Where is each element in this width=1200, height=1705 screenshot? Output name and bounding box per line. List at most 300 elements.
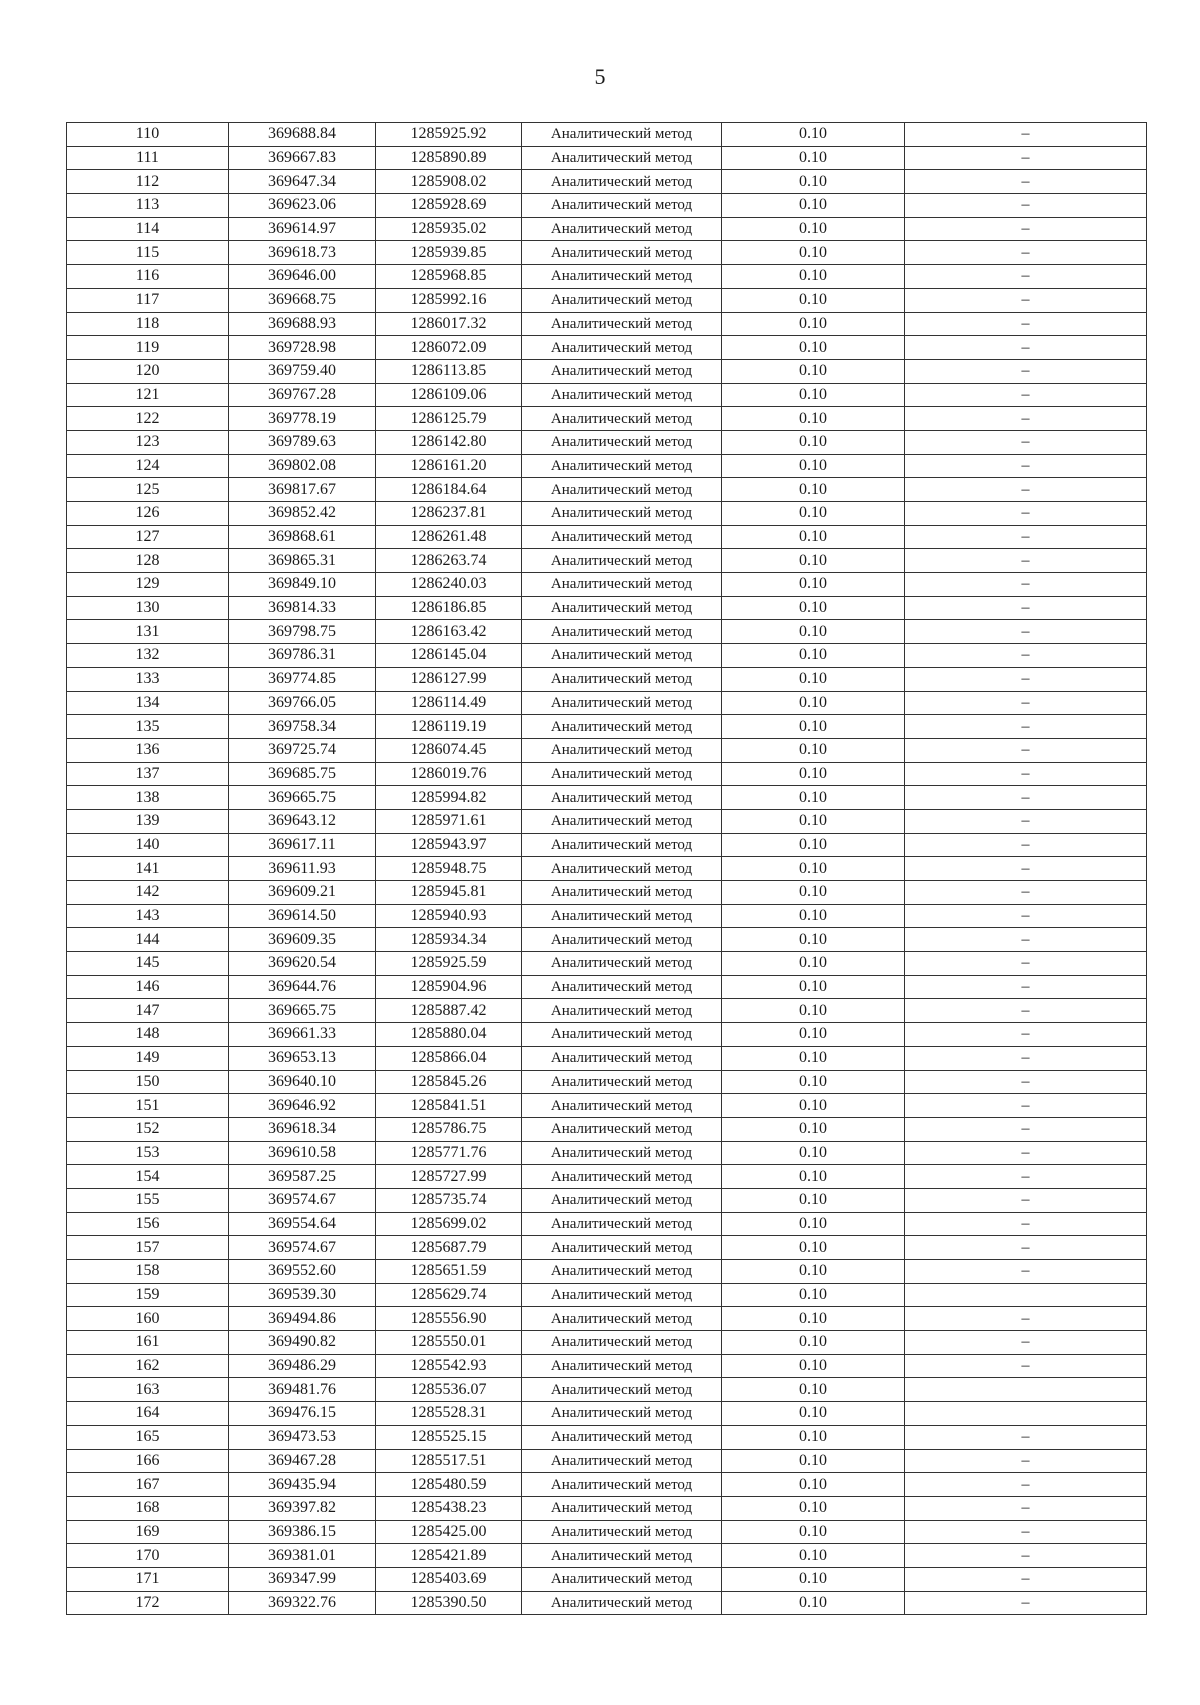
point-number-cell: 153 [67, 1141, 229, 1165]
table-row [67, 1307, 1147, 1331]
note-cell: – [905, 336, 1147, 360]
x-coordinate-cell: 369490.82 [229, 1331, 376, 1355]
note-cell: – [905, 1520, 1147, 1544]
x-coordinate-cell: 369774.85 [229, 667, 376, 691]
y-coordinate-cell: 1286127.99 [376, 667, 522, 691]
accuracy-cell: 0.10 [722, 1473, 905, 1497]
x-coordinate-cell: 369620.54 [229, 952, 376, 976]
accuracy-cell: 0.10 [722, 1165, 905, 1189]
accuracy-cell: 0.10 [722, 336, 905, 360]
note-cell: – [905, 1141, 1147, 1165]
method-cell: Аналитический метод [522, 194, 722, 218]
method-cell: Аналитический метод [522, 999, 722, 1023]
accuracy-cell: 0.10 [722, 1449, 905, 1473]
method-cell: Аналитический метод [522, 620, 722, 644]
x-coordinate-cell: 369758.34 [229, 715, 376, 739]
point-number-cell: 135 [67, 715, 229, 739]
table-row [67, 454, 1147, 478]
y-coordinate-cell: 1286119.19 [376, 715, 522, 739]
y-coordinate-cell: 1285935.02 [376, 217, 522, 241]
method-cell: Аналитический метод [522, 1354, 722, 1378]
accuracy-cell: 0.10 [722, 525, 905, 549]
x-coordinate-cell: 369668.75 [229, 288, 376, 312]
note-cell: – [905, 312, 1147, 336]
y-coordinate-cell: 1285940.93 [376, 904, 522, 928]
note-cell [905, 1378, 1147, 1402]
note-cell: – [905, 1425, 1147, 1449]
point-number-cell: 169 [67, 1520, 229, 1544]
note-cell: – [905, 217, 1147, 241]
method-cell: Аналитический метод [522, 691, 722, 715]
accuracy-cell: 0.10 [722, 549, 905, 573]
method-cell: Аналитический метод [522, 1331, 722, 1355]
note-cell: – [905, 1070, 1147, 1094]
note-cell: – [905, 1544, 1147, 1568]
x-coordinate-cell: 369473.53 [229, 1425, 376, 1449]
table-row [67, 1094, 1147, 1118]
accuracy-cell: 0.10 [722, 1331, 905, 1355]
table-row [67, 715, 1147, 739]
point-number-cell: 138 [67, 786, 229, 810]
x-coordinate-cell: 369802.08 [229, 454, 376, 478]
table-row [67, 1520, 1147, 1544]
accuracy-cell: 0.10 [722, 123, 905, 147]
table-row [67, 857, 1147, 881]
note-cell: – [905, 1117, 1147, 1141]
y-coordinate-cell: 1286261.48 [376, 525, 522, 549]
accuracy-cell: 0.10 [722, 738, 905, 762]
y-coordinate-cell: 1285727.99 [376, 1165, 522, 1189]
table-row [67, 1449, 1147, 1473]
method-cell: Аналитический метод [522, 1141, 722, 1165]
note-cell [905, 1283, 1147, 1307]
accuracy-cell: 0.10 [722, 833, 905, 857]
y-coordinate-cell: 1285480.59 [376, 1473, 522, 1497]
note-cell: – [905, 620, 1147, 644]
x-coordinate-cell: 369767.28 [229, 383, 376, 407]
y-coordinate-cell: 1286263.74 [376, 549, 522, 573]
note-cell: – [905, 1260, 1147, 1284]
note-cell: – [905, 407, 1147, 431]
y-coordinate-cell: 1285928.69 [376, 194, 522, 218]
note-cell: – [905, 715, 1147, 739]
y-coordinate-cell: 1285939.85 [376, 241, 522, 265]
x-coordinate-cell: 369778.19 [229, 407, 376, 431]
accuracy-cell: 0.10 [722, 359, 905, 383]
accuracy-cell: 0.10 [722, 1591, 905, 1615]
table-row [67, 265, 1147, 289]
y-coordinate-cell: 1286161.20 [376, 454, 522, 478]
method-cell: Аналитический метод [522, 1260, 722, 1284]
table-row [67, 1188, 1147, 1212]
x-coordinate-cell: 369852.42 [229, 502, 376, 526]
note-cell: – [905, 1449, 1147, 1473]
y-coordinate-cell: 1285880.04 [376, 1023, 522, 1047]
accuracy-cell: 0.10 [722, 407, 905, 431]
x-coordinate-cell: 369728.98 [229, 336, 376, 360]
accuracy-cell: 0.10 [722, 430, 905, 454]
note-cell: – [905, 762, 1147, 786]
point-number-cell: 137 [67, 762, 229, 786]
note-cell: – [905, 667, 1147, 691]
y-coordinate-cell: 1285866.04 [376, 1046, 522, 1070]
table-row [67, 502, 1147, 526]
y-coordinate-cell: 1285390.50 [376, 1591, 522, 1615]
point-number-cell: 148 [67, 1023, 229, 1047]
point-number-cell: 160 [67, 1307, 229, 1331]
accuracy-cell: 0.10 [722, 620, 905, 644]
accuracy-cell: 0.10 [722, 312, 905, 336]
accuracy-cell: 0.10 [722, 1567, 905, 1591]
point-number-cell: 159 [67, 1283, 229, 1307]
accuracy-cell: 0.10 [722, 952, 905, 976]
table-row [67, 1567, 1147, 1591]
point-number-cell: 171 [67, 1567, 229, 1591]
x-coordinate-cell: 369476.15 [229, 1402, 376, 1426]
x-coordinate-cell: 369665.75 [229, 786, 376, 810]
point-number-cell: 150 [67, 1070, 229, 1094]
method-cell: Аналитический метод [522, 762, 722, 786]
y-coordinate-cell: 1286072.09 [376, 336, 522, 360]
note-cell: – [905, 975, 1147, 999]
y-coordinate-cell: 1286184.64 [376, 478, 522, 502]
accuracy-cell: 0.10 [722, 809, 905, 833]
method-cell: Аналитический метод [522, 123, 722, 147]
table-row [67, 1331, 1147, 1355]
note-cell: – [905, 573, 1147, 597]
table-row [67, 170, 1147, 194]
method-cell: Аналитический метод [522, 1402, 722, 1426]
point-number-cell: 166 [67, 1449, 229, 1473]
y-coordinate-cell: 1285403.69 [376, 1567, 522, 1591]
accuracy-cell: 0.10 [722, 881, 905, 905]
table-row [67, 596, 1147, 620]
point-number-cell: 152 [67, 1117, 229, 1141]
method-cell: Аналитический метод [522, 146, 722, 170]
accuracy-cell: 0.10 [722, 715, 905, 739]
accuracy-cell: 0.10 [722, 1046, 905, 1070]
table-row [67, 1378, 1147, 1402]
y-coordinate-cell: 1286142.80 [376, 430, 522, 454]
point-number-cell: 133 [67, 667, 229, 691]
note-cell: – [905, 786, 1147, 810]
note-cell: – [905, 1094, 1147, 1118]
table-row [67, 667, 1147, 691]
method-cell: Аналитический метод [522, 407, 722, 431]
note-cell: – [905, 525, 1147, 549]
method-cell: Аналитический метод [522, 383, 722, 407]
y-coordinate-cell: 1286113.85 [376, 359, 522, 383]
x-coordinate-cell: 369865.31 [229, 549, 376, 573]
table-row [67, 952, 1147, 976]
point-number-cell: 128 [67, 549, 229, 573]
point-number-cell: 112 [67, 170, 229, 194]
accuracy-cell: 0.10 [722, 975, 905, 999]
x-coordinate-cell: 369614.97 [229, 217, 376, 241]
point-number-cell: 155 [67, 1188, 229, 1212]
note-cell: – [905, 288, 1147, 312]
method-cell: Аналитический метод [522, 502, 722, 526]
y-coordinate-cell: 1285971.61 [376, 809, 522, 833]
point-number-cell: 167 [67, 1473, 229, 1497]
point-number-cell: 154 [67, 1165, 229, 1189]
point-number-cell: 118 [67, 312, 229, 336]
accuracy-cell: 0.10 [722, 1354, 905, 1378]
note-cell: – [905, 430, 1147, 454]
accuracy-cell: 0.10 [722, 1307, 905, 1331]
method-cell: Аналитический метод [522, 881, 722, 905]
y-coordinate-cell: 1286125.79 [376, 407, 522, 431]
y-coordinate-cell: 1285536.07 [376, 1378, 522, 1402]
x-coordinate-cell: 369643.12 [229, 809, 376, 833]
note-cell: – [905, 596, 1147, 620]
x-coordinate-cell: 369665.75 [229, 999, 376, 1023]
method-cell: Аналитический метод [522, 573, 722, 597]
x-coordinate-cell: 369618.34 [229, 1117, 376, 1141]
point-number-cell: 156 [67, 1212, 229, 1236]
point-number-cell: 170 [67, 1544, 229, 1568]
point-number-cell: 147 [67, 999, 229, 1023]
note-cell: – [905, 241, 1147, 265]
y-coordinate-cell: 1286109.06 [376, 383, 522, 407]
table-row [67, 1212, 1147, 1236]
table-row [67, 1283, 1147, 1307]
point-number-cell: 163 [67, 1378, 229, 1402]
method-cell: Аналитический метод [522, 1165, 722, 1189]
method-cell: Аналитический метод [522, 1378, 722, 1402]
accuracy-cell: 0.10 [722, 762, 905, 786]
y-coordinate-cell: 1285968.85 [376, 265, 522, 289]
y-coordinate-cell: 1286074.45 [376, 738, 522, 762]
table-row [67, 928, 1147, 952]
note-cell: – [905, 833, 1147, 857]
method-cell: Аналитический метод [522, 1023, 722, 1047]
x-coordinate-cell: 369486.29 [229, 1354, 376, 1378]
accuracy-cell: 0.10 [722, 904, 905, 928]
table-row [67, 1070, 1147, 1094]
method-cell: Аналитический метод [522, 1449, 722, 1473]
x-coordinate-cell: 369647.34 [229, 170, 376, 194]
table-row [67, 762, 1147, 786]
note-cell: – [905, 1236, 1147, 1260]
method-cell: Аналитический метод [522, 952, 722, 976]
accuracy-cell: 0.10 [722, 573, 905, 597]
method-cell: Аналитический метод [522, 1212, 722, 1236]
accuracy-cell: 0.10 [722, 644, 905, 668]
y-coordinate-cell: 1285528.31 [376, 1402, 522, 1426]
method-cell: Аналитический метод [522, 217, 722, 241]
y-coordinate-cell: 1285925.59 [376, 952, 522, 976]
method-cell: Аналитический метод [522, 667, 722, 691]
x-coordinate-cell: 369640.10 [229, 1070, 376, 1094]
method-cell: Аналитический метод [522, 715, 722, 739]
accuracy-cell: 0.10 [722, 1520, 905, 1544]
y-coordinate-cell: 1286186.85 [376, 596, 522, 620]
note-cell: – [905, 857, 1147, 881]
y-coordinate-cell: 1285438.23 [376, 1496, 522, 1520]
y-coordinate-cell: 1285735.74 [376, 1188, 522, 1212]
y-coordinate-cell: 1285425.00 [376, 1520, 522, 1544]
table-row [67, 1591, 1147, 1615]
y-coordinate-cell: 1285904.96 [376, 975, 522, 999]
accuracy-cell: 0.10 [722, 170, 905, 194]
point-number-cell: 139 [67, 809, 229, 833]
x-coordinate-cell: 369685.75 [229, 762, 376, 786]
x-coordinate-cell: 369614.50 [229, 904, 376, 928]
note-cell: – [905, 123, 1147, 147]
accuracy-cell: 0.10 [722, 194, 905, 218]
y-coordinate-cell: 1286145.04 [376, 644, 522, 668]
y-coordinate-cell: 1285687.79 [376, 1236, 522, 1260]
y-coordinate-cell: 1285550.01 [376, 1331, 522, 1355]
accuracy-cell: 0.10 [722, 1212, 905, 1236]
method-cell: Аналитический метод [522, 265, 722, 289]
point-number-cell: 162 [67, 1354, 229, 1378]
method-cell: Аналитический метод [522, 312, 722, 336]
point-number-cell: 120 [67, 359, 229, 383]
x-coordinate-cell: 369688.93 [229, 312, 376, 336]
y-coordinate-cell: 1285421.89 [376, 1544, 522, 1568]
method-cell: Аналитический метод [522, 1591, 722, 1615]
method-cell: Аналитический метод [522, 1496, 722, 1520]
x-coordinate-cell: 369849.10 [229, 573, 376, 597]
accuracy-cell: 0.10 [722, 1260, 905, 1284]
table-row [67, 383, 1147, 407]
note-cell: – [905, 1473, 1147, 1497]
y-coordinate-cell: 1285943.97 [376, 833, 522, 857]
method-cell: Аналитический метод [522, 1425, 722, 1449]
point-number-cell: 143 [67, 904, 229, 928]
accuracy-cell: 0.10 [722, 502, 905, 526]
y-coordinate-cell: 1285934.34 [376, 928, 522, 952]
accuracy-cell: 0.10 [722, 928, 905, 952]
accuracy-cell: 0.10 [722, 1117, 905, 1141]
y-coordinate-cell: 1285890.89 [376, 146, 522, 170]
point-number-cell: 151 [67, 1094, 229, 1118]
y-coordinate-cell: 1286240.03 [376, 573, 522, 597]
note-cell: – [905, 146, 1147, 170]
accuracy-cell: 0.10 [722, 1236, 905, 1260]
y-coordinate-cell: 1286237.81 [376, 502, 522, 526]
table-row [67, 430, 1147, 454]
point-number-cell: 122 [67, 407, 229, 431]
method-cell: Аналитический метод [522, 596, 722, 620]
point-number-cell: 113 [67, 194, 229, 218]
table-row [67, 549, 1147, 573]
note-cell: – [905, 383, 1147, 407]
method-cell: Аналитический метод [522, 857, 722, 881]
table-row [67, 1165, 1147, 1189]
y-coordinate-cell: 1285845.26 [376, 1070, 522, 1094]
x-coordinate-cell: 369766.05 [229, 691, 376, 715]
y-coordinate-cell: 1285925.92 [376, 123, 522, 147]
y-coordinate-cell: 1285525.15 [376, 1425, 522, 1449]
x-coordinate-cell: 369868.61 [229, 525, 376, 549]
x-coordinate-cell: 369817.67 [229, 478, 376, 502]
x-coordinate-cell: 369617.11 [229, 833, 376, 857]
table-row [67, 1425, 1147, 1449]
point-number-cell: 121 [67, 383, 229, 407]
table-row [67, 407, 1147, 431]
y-coordinate-cell: 1285908.02 [376, 170, 522, 194]
x-coordinate-cell: 369667.83 [229, 146, 376, 170]
x-coordinate-cell: 369574.67 [229, 1236, 376, 1260]
note-cell: – [905, 1046, 1147, 1070]
point-number-cell: 126 [67, 502, 229, 526]
accuracy-cell: 0.10 [722, 857, 905, 881]
y-coordinate-cell: 1285948.75 [376, 857, 522, 881]
table-row [67, 1046, 1147, 1070]
y-coordinate-cell: 1285556.90 [376, 1307, 522, 1331]
note-cell: – [905, 502, 1147, 526]
coordinates-table [66, 122, 1147, 1615]
x-coordinate-cell: 369494.86 [229, 1307, 376, 1331]
y-coordinate-cell: 1285945.81 [376, 881, 522, 905]
x-coordinate-cell: 369435.94 [229, 1473, 376, 1497]
table-body [67, 123, 1147, 1615]
accuracy-cell: 0.10 [722, 1023, 905, 1047]
method-cell: Аналитический метод [522, 1567, 722, 1591]
point-number-cell: 124 [67, 454, 229, 478]
method-cell: Аналитический метод [522, 738, 722, 762]
accuracy-cell: 0.10 [722, 596, 905, 620]
table-row [67, 194, 1147, 218]
point-number-cell: 144 [67, 928, 229, 952]
table-row [67, 241, 1147, 265]
table-row [67, 1023, 1147, 1047]
point-number-cell: 130 [67, 596, 229, 620]
note-cell: – [905, 1212, 1147, 1236]
table-row [67, 525, 1147, 549]
method-cell: Аналитический метод [522, 1236, 722, 1260]
point-number-cell: 141 [67, 857, 229, 881]
method-cell: Аналитический метод [522, 644, 722, 668]
method-cell: Аналитический метод [522, 430, 722, 454]
y-coordinate-cell: 1286017.32 [376, 312, 522, 336]
method-cell: Аналитический метод [522, 1188, 722, 1212]
note-cell: – [905, 1331, 1147, 1355]
point-number-cell: 114 [67, 217, 229, 241]
accuracy-cell: 0.10 [722, 1141, 905, 1165]
table-row [67, 644, 1147, 668]
method-cell: Аналитический метод [522, 1307, 722, 1331]
point-number-cell: 164 [67, 1402, 229, 1426]
method-cell: Аналитический метод [522, 975, 722, 999]
method-cell: Аналитический метод [522, 288, 722, 312]
accuracy-cell: 0.10 [722, 1496, 905, 1520]
method-cell: Аналитический метод [522, 454, 722, 478]
note-cell: – [905, 881, 1147, 905]
table-row [67, 146, 1147, 170]
x-coordinate-cell: 369554.64 [229, 1212, 376, 1236]
method-cell: Аналитический метод [522, 1117, 722, 1141]
note-cell [905, 1402, 1147, 1426]
x-coordinate-cell: 369539.30 [229, 1283, 376, 1307]
note-cell: – [905, 265, 1147, 289]
note-cell: – [905, 170, 1147, 194]
table-row [67, 359, 1147, 383]
point-number-cell: 136 [67, 738, 229, 762]
point-number-cell: 158 [67, 1260, 229, 1284]
x-coordinate-cell: 369552.60 [229, 1260, 376, 1284]
page-number: 5 [594, 64, 606, 89]
table-row [67, 738, 1147, 762]
method-cell: Аналитический метод [522, 359, 722, 383]
point-number-cell: 119 [67, 336, 229, 360]
accuracy-cell: 0.10 [722, 1094, 905, 1118]
x-coordinate-cell: 369661.33 [229, 1023, 376, 1047]
point-number-cell: 142 [67, 881, 229, 905]
